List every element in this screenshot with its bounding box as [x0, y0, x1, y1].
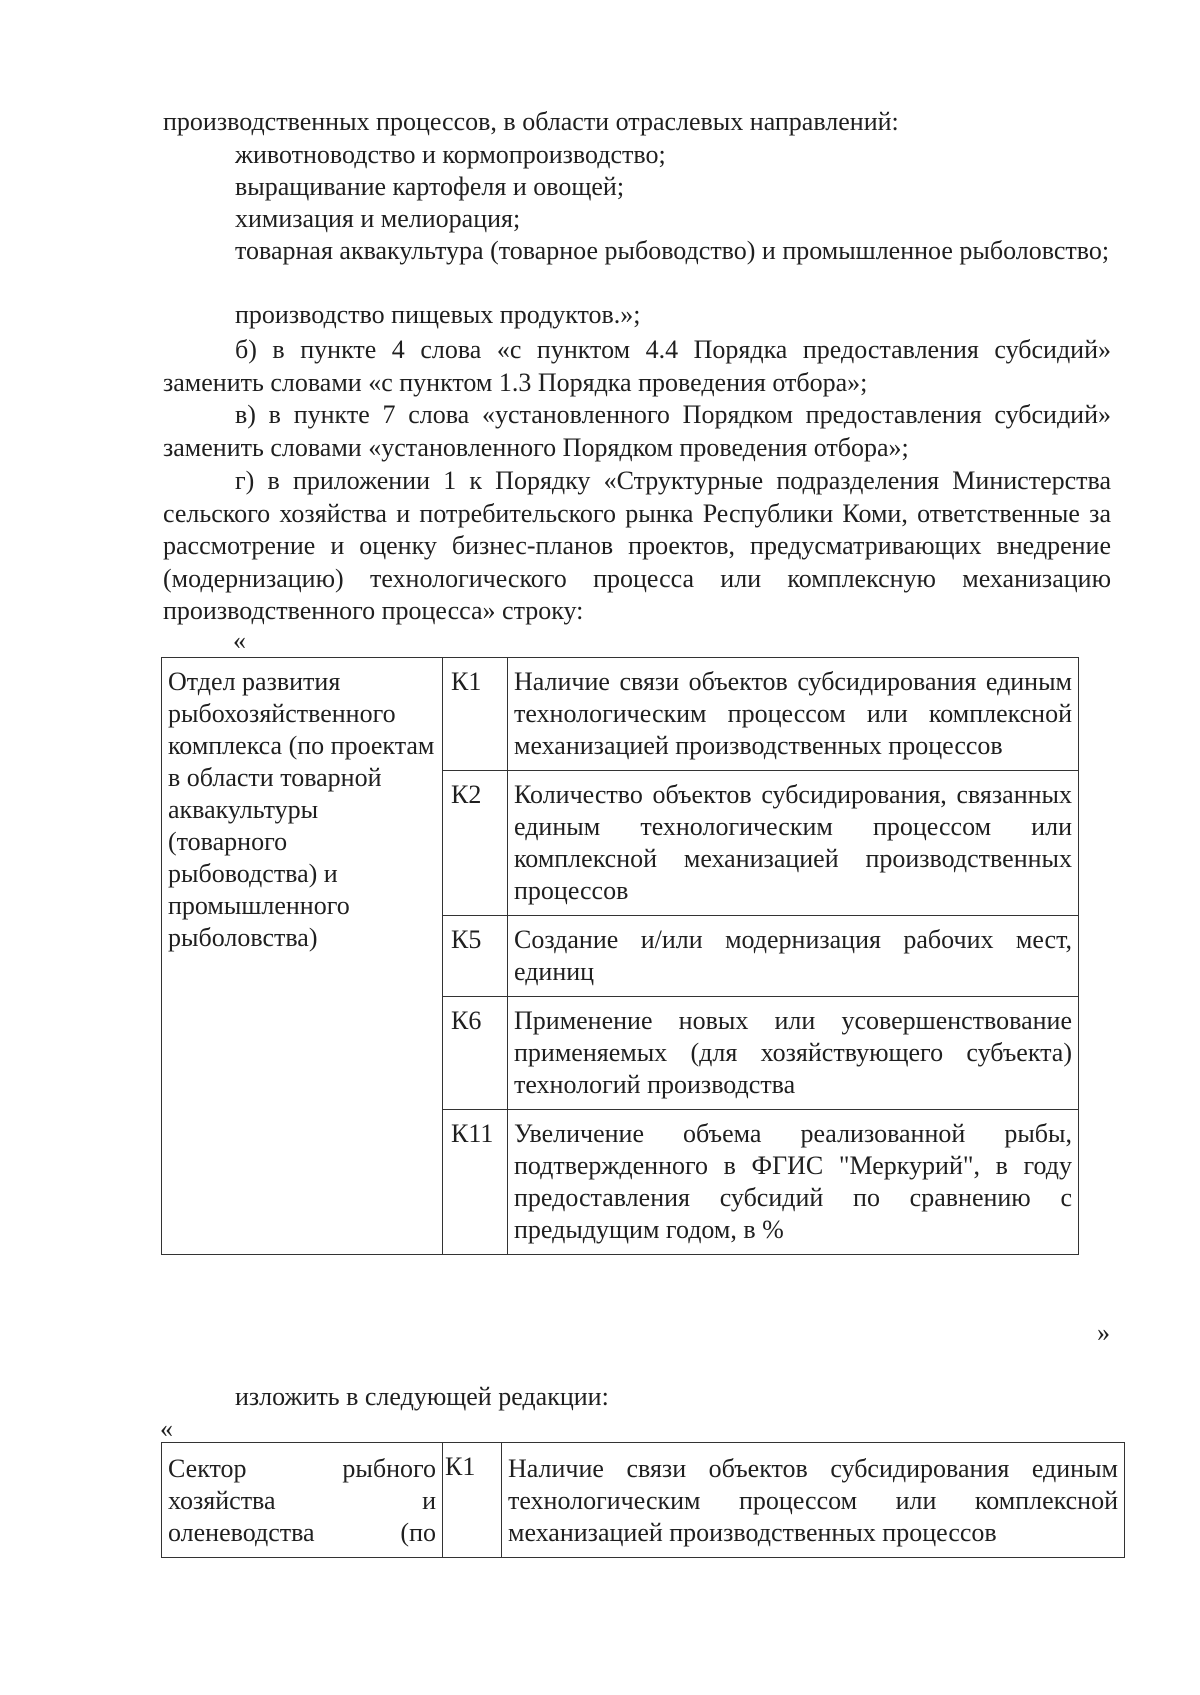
- criterion-code: К11: [443, 1110, 508, 1255]
- criterion-text: Наличие связи объектов субсидирования единым технологическим процессом или комплексной механизацией производственных процессов: [502, 1443, 1125, 1558]
- open-quote: «: [233, 626, 246, 655]
- paragraph-g: г) в приложении 1 к Порядку «Структурные подразделения Министерства сельского хозяйства и потребительского рынка Республики Коми, ответственные за рассмотрение и оценку бизнес-планов проектов, предусматривающих внедрение (модернизацию) технологического процесса или комплексную механизацию производственного процесса» строку:: [163, 466, 1111, 625]
- open-quote-2: «: [160, 1414, 173, 1443]
- criterion-text: Количество объектов субсидирования, связанных единым технологическим процессом или комплексной механизацией производственных процессов: [508, 771, 1079, 916]
- intro-line: производственных процессов, в области отраслевых направлений:: [163, 107, 899, 136]
- list-item: товарная аквакультура (товарное рыбоводство) и промышленное рыболовство;: [235, 236, 1110, 265]
- paragraph-b: б) в пункте 4 слова «с пунктом 4.4 Порядка предоставления субсидий» заменить словами «с пунктом 1.3 Порядка проведения отбора»;: [163, 335, 1111, 397]
- new-criteria-table: [161, 1442, 1125, 1558]
- list-item: химизация и мелиорация;: [235, 204, 521, 233]
- table-row: [162, 1443, 1125, 1558]
- criterion-code: К6: [443, 997, 508, 1110]
- department-line: хозяйства и: [168, 1486, 436, 1515]
- list-item: производство пищевых продуктов.»;: [235, 300, 641, 329]
- criterion-text: Создание и/или модернизация рабочих мест, единиц: [508, 916, 1079, 997]
- department-line: оленеводства (по: [168, 1518, 436, 1547]
- criterion-text: Увеличение объема реализованной рыбы, подтвержденного в ФГИС "Меркурий", в году предоставления субсидий по сравнению с предыдущим годом, в %: [508, 1110, 1079, 1255]
- list-item: выращивание картофеля и овощей;: [235, 172, 625, 201]
- close-quote: »: [1097, 1318, 1110, 1347]
- criterion-text: Применение новых или усовершенствование применяемых (для хозяйствующего субъекта) технологий производства: [508, 997, 1079, 1110]
- criterion-code: К2: [443, 771, 508, 916]
- old-criteria-table: [161, 657, 1079, 1255]
- paragraph-v: в) в пункте 7 слова «установленного Порядком предоставления субсидий» заменить словами «установленного Порядком проведения отбора»;: [163, 400, 1111, 462]
- new-intro: изложить в следующей редакции:: [235, 1382, 609, 1411]
- department-cell: [162, 1443, 443, 1558]
- criterion-code: К5: [443, 916, 508, 997]
- department-cell: Отдел развития рыбохозяйственного комплекса (по проектам в области товарной аквакультуры (товарного рыбоводства) и промышленного рыболовства): [162, 658, 443, 1255]
- criterion-code: К1: [443, 658, 508, 771]
- table-row: [162, 658, 1079, 771]
- criterion-code: К1: [443, 1443, 502, 1558]
- list-item: животноводство и кормопроизводство;: [235, 140, 666, 169]
- criterion-text: Наличие связи объектов субсидирования единым технологическим процессом или комплексной механизацией производственных процессов: [508, 658, 1079, 771]
- department-line: Сектор рыбного: [168, 1454, 436, 1483]
